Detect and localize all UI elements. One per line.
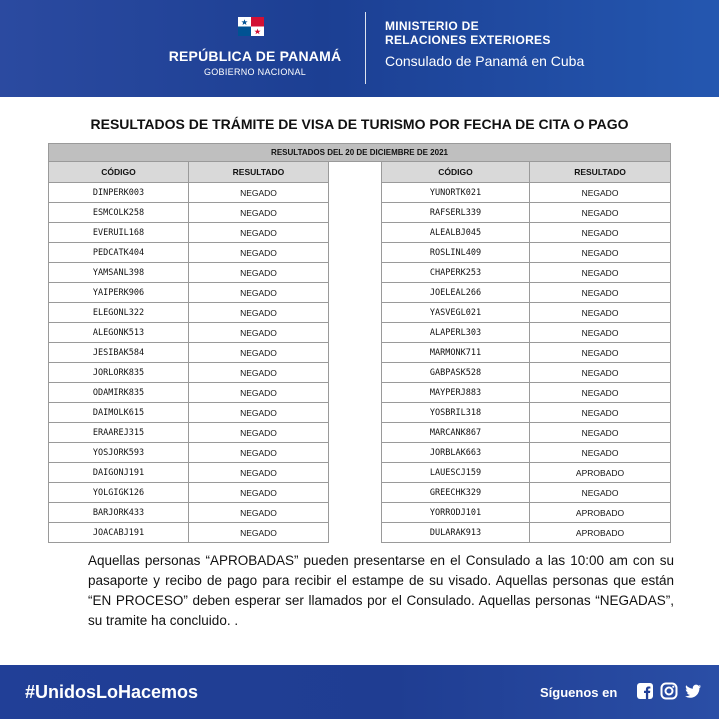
result-cell-right: NEGADO (530, 343, 671, 363)
code-cell-left: YOSJORK593 (49, 443, 189, 463)
column-header-result-left: RESULTADO (189, 162, 329, 183)
result-cell-right: NEGADO (530, 243, 671, 263)
table-row (49, 523, 671, 543)
result-cell-left: NEGADO (189, 463, 329, 483)
code-cell-left: ELEGONL322 (49, 303, 189, 323)
results-body (49, 183, 671, 543)
ministry-line-2: RELACIONES EXTERIORES (385, 33, 551, 47)
table-row (49, 223, 671, 243)
code-cell-right: RAFSERL339 (382, 203, 530, 223)
code-cell-left: ODAMIRK835 (49, 383, 189, 403)
result-cell-left: NEGADO (189, 183, 329, 203)
result-cell-right: NEGADO (530, 303, 671, 323)
code-cell-left: EVERUIL168 (49, 223, 189, 243)
result-cell-right: NEGADO (530, 403, 671, 423)
republic-name: REPÚBLICA DE PANAMÁ (168, 48, 342, 64)
gap-cell (329, 203, 382, 223)
result-cell-right: NEGADO (530, 483, 671, 503)
result-cell-right: NEGADO (530, 383, 671, 403)
gap-cell (329, 303, 382, 323)
gap-cell (329, 183, 382, 203)
result-cell-left: NEGADO (189, 383, 329, 403)
ministry-line-1: MINISTERIO DE (385, 19, 479, 33)
result-cell-left: NEGADO (189, 323, 329, 343)
gap-cell (329, 323, 382, 343)
result-cell-right: APROBADO (530, 463, 671, 483)
gap-cell (329, 383, 382, 403)
gap-cell (329, 423, 382, 443)
result-cell-left: NEGADO (189, 303, 329, 323)
result-cell-left: NEGADO (189, 263, 329, 283)
result-cell-left: NEGADO (189, 343, 329, 363)
code-cell-left: YAIPERK906 (49, 283, 189, 303)
code-cell-left: PEDCATK404 (49, 243, 189, 263)
code-cell-right: MARMONK711 (382, 343, 530, 363)
result-cell-right: NEGADO (530, 423, 671, 443)
code-cell-right: ROSLINL409 (382, 243, 530, 263)
table-row (49, 443, 671, 463)
code-cell-left: DAIGONJ191 (49, 463, 189, 483)
table-row (49, 483, 671, 503)
code-cell-left: ALEGONK513 (49, 323, 189, 343)
gap-cell (329, 483, 382, 503)
ministry-name (385, 19, 551, 47)
code-cell-right: MAYPERJ883 (382, 383, 530, 403)
table-caption: RESULTADOS DEL 20 DE DICIEMBRE DE 2021 (49, 144, 671, 162)
notice-paragraph: Aquellas personas “APROBADAS” pueden presentarse en el Consulado a las 10:00 am con su pasaporte y recibo de pago para recibir el estampe de su visado. Aquellas personas que están “EN PROCESO” deben esperar ser llamados por el Consulado. Aquellas personas “NEGADAS”, su tramite ha concluido. . (88, 553, 674, 628)
result-cell-left: NEGADO (189, 283, 329, 303)
code-cell-left: JESIBAK584 (49, 343, 189, 363)
code-cell-right: DULARAK913 (382, 523, 530, 543)
table-row (49, 423, 671, 443)
result-cell-left: NEGADO (189, 483, 329, 503)
code-cell-left: JOACABJ191 (49, 523, 189, 543)
table-row (49, 343, 671, 363)
results-table (48, 143, 671, 543)
code-cell-right: ALEALBJ045 (382, 223, 530, 243)
result-cell-right: APROBADO (530, 503, 671, 523)
column-gap (329, 162, 382, 183)
twitter-icon[interactable] (684, 682, 702, 700)
facebook-icon[interactable] (636, 682, 654, 700)
table-row (49, 183, 671, 203)
gap-cell (329, 403, 382, 423)
gap-cell (329, 503, 382, 523)
code-cell-left: ESMCOLK258 (49, 203, 189, 223)
gap-cell (329, 263, 382, 283)
result-cell-right: NEGADO (530, 363, 671, 383)
code-cell-left: BARJORK433 (49, 503, 189, 523)
gap-cell (329, 363, 382, 383)
code-cell-right: CHAPERK253 (382, 263, 530, 283)
code-cell-left: YOLGIGK126 (49, 483, 189, 503)
code-cell-left: DINPERK003 (49, 183, 189, 203)
code-cell-left: DAIMOLK615 (49, 403, 189, 423)
result-cell-left: NEGADO (189, 243, 329, 263)
header-divider (365, 12, 366, 84)
code-cell-right: JORBLAK663 (382, 443, 530, 463)
code-cell-right: JOELEAL266 (382, 283, 530, 303)
gap-cell (329, 243, 382, 263)
gap-cell (329, 343, 382, 363)
result-cell-right: NEGADO (530, 323, 671, 343)
code-cell-left: JORLORK835 (49, 363, 189, 383)
table-row (49, 463, 671, 483)
gap-cell (329, 523, 382, 543)
result-cell-left: NEGADO (189, 523, 329, 543)
notice-text (88, 551, 674, 631)
code-cell-right: GABPASK528 (382, 363, 530, 383)
column-header-result-right: RESULTADO (530, 162, 671, 183)
code-cell-left: YAMSANL398 (49, 263, 189, 283)
consulate-name: Consulado de Panamá en Cuba (385, 53, 585, 69)
code-cell-right: GREECHK329 (382, 483, 530, 503)
table-row (49, 263, 671, 283)
table-row (49, 243, 671, 263)
result-cell-right: NEGADO (530, 443, 671, 463)
gap-cell (329, 223, 382, 243)
gap-cell (329, 463, 382, 483)
code-cell-right: LAUESCJ159 (382, 463, 530, 483)
table-row (49, 403, 671, 423)
result-cell-right: NEGADO (530, 183, 671, 203)
footer-banner (0, 665, 719, 719)
column-header-code-left: CÓDIGO (49, 162, 189, 183)
result-cell-left: NEGADO (189, 403, 329, 423)
column-header-code-right: CÓDIGO (382, 162, 530, 183)
result-cell-right: NEGADO (530, 203, 671, 223)
follow-label: Síguenos en (540, 685, 618, 700)
government-name: GOBIERNO NACIONAL (203, 67, 307, 77)
code-cell-right: ALAPERL303 (382, 323, 530, 343)
code-cell-left: ERAAREJ315 (49, 423, 189, 443)
code-cell-right: YOSBRIL318 (382, 403, 530, 423)
code-cell-right: YORRODJ101 (382, 503, 530, 523)
result-cell-right: NEGADO (530, 263, 671, 283)
code-cell-right: MARCANK867 (382, 423, 530, 443)
panama-flag-icon (238, 17, 264, 36)
code-cell-right: YASVEGL021 (382, 303, 530, 323)
result-cell-left: NEGADO (189, 503, 329, 523)
result-cell-right: NEGADO (530, 223, 671, 243)
result-cell-left: NEGADO (189, 363, 329, 383)
table-row (49, 203, 671, 223)
code-cell-right: YUNORTK021 (382, 183, 530, 203)
table-row (49, 323, 671, 343)
table-row (49, 383, 671, 403)
result-cell-left: NEGADO (189, 443, 329, 463)
result-cell-left: NEGADO (189, 423, 329, 443)
table-row (49, 283, 671, 303)
table-row (49, 503, 671, 523)
result-cell-left: NEGADO (189, 203, 329, 223)
instagram-icon[interactable] (660, 682, 678, 700)
result-cell-right: APROBADO (530, 523, 671, 543)
header-banner (0, 0, 719, 97)
hashtag: #UnidosLoHacemos (25, 682, 199, 702)
gap-cell (329, 283, 382, 303)
gap-cell (329, 443, 382, 463)
table-row (49, 303, 671, 323)
document-title: RESULTADOS DE TRÁMITE DE VISA DE TURISMO POR FECHA DE CITA O PAGO (90, 116, 629, 132)
result-cell-left: NEGADO (189, 223, 329, 243)
table-row (49, 363, 671, 383)
result-cell-right: NEGADO (530, 283, 671, 303)
